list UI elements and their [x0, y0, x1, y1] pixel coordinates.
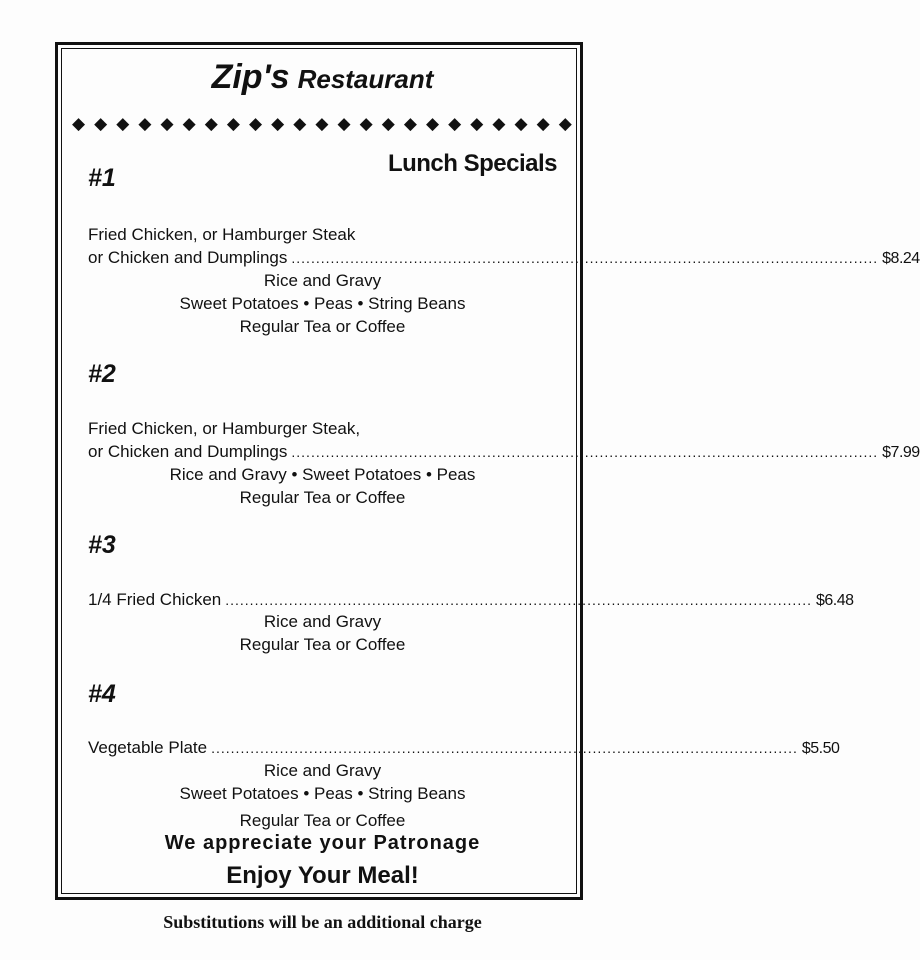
diamond-icon: ◆	[448, 114, 462, 133]
diamond-icon: ◆	[381, 114, 395, 133]
diamond-icon: ◆	[359, 114, 373, 133]
diamond-icon: ◆	[138, 114, 152, 133]
special-side: Sweet Potatoes • Peas • String Beans	[179, 294, 466, 313]
special-side: Regular Tea or Coffee	[239, 635, 406, 654]
special-number: #3	[88, 531, 116, 559]
dot-leader: ........................................................................................................................	[225, 592, 812, 608]
diamond-icon: ◆	[160, 114, 174, 133]
special-item-price-line	[88, 441, 920, 464]
special-price: $8.24	[882, 250, 920, 267]
diamond-icon: ◆	[249, 114, 263, 133]
diamond-icon: ◆	[558, 114, 572, 133]
diamond-icon: ◆	[293, 114, 307, 133]
diamond-icon: ◆	[182, 114, 196, 133]
special-side: Rice and Gravy • Sweet Potatoes • Peas	[169, 465, 476, 484]
special-item-price-line	[88, 589, 854, 612]
special-price: $7.99	[882, 444, 920, 461]
diamond-icon: ◆	[315, 114, 329, 133]
special-item-line: Vegetable Plate	[88, 738, 208, 757]
diamond-icon: ◆	[337, 114, 351, 133]
special-number: #2	[88, 360, 116, 388]
special-side: Rice and Gravy	[263, 612, 382, 631]
special-number: #1	[88, 164, 116, 192]
diamond-icon: ◆	[271, 114, 285, 133]
special-side: Regular Tea or Coffee	[239, 488, 406, 507]
special-item-line: or Chicken and Dumplings	[88, 442, 288, 461]
special-price: $6.48	[816, 592, 854, 609]
special-side: Sweet Potatoes • Peas • String Beans	[179, 784, 466, 803]
enjoy-message: Enjoy Your Meal!	[226, 862, 419, 889]
diamond-icon: ◆	[470, 114, 484, 133]
dot-leader: ........................................................................................................................	[291, 444, 879, 460]
diamond-icon: ◆	[226, 114, 240, 133]
special-side: Rice and Gravy	[263, 271, 382, 290]
special-item-line: Fried Chicken, or Hamburger Steak	[88, 225, 356, 244]
diamond-icon: ◆	[116, 114, 130, 133]
menu-subtitle: Lunch Specials	[387, 150, 557, 177]
title-main: Zip's	[211, 58, 290, 96]
diamond-icon: ◆	[536, 114, 550, 133]
special-item-price-line	[88, 247, 920, 270]
special-item-line: 1/4 Fried Chicken	[88, 590, 222, 609]
appreciation-message: We appreciate your Patronage	[164, 832, 481, 854]
diamond-icon: ◆	[426, 114, 440, 133]
special-side: Regular Tea or Coffee	[239, 317, 406, 336]
special-item-price-line	[88, 737, 840, 760]
special-side: Rice and Gravy	[263, 761, 382, 780]
diamond-icon: ◆	[492, 114, 506, 133]
special-number: #4	[88, 680, 116, 708]
diamond-icon: ◆	[403, 114, 417, 133]
diamond-icon: ◆	[204, 114, 218, 133]
dot-leader: ........................................................................................................................	[291, 250, 879, 266]
diamond-icon: ◆	[72, 114, 86, 133]
substitution-note: Substitutions will be an additional charge	[163, 912, 482, 932]
special-side: Regular Tea or Coffee	[239, 811, 406, 830]
special-item-line: or Chicken and Dumplings	[88, 248, 288, 267]
restaurant-title	[0, 58, 645, 97]
special-item-line: Fried Chicken, or Hamburger Steak,	[88, 419, 361, 438]
diamond-icon: ◆	[94, 114, 108, 133]
title-sub: Restaurant	[297, 64, 434, 94]
dot-leader: ........................................................................................................................	[211, 740, 798, 756]
diamond-icon: ◆	[514, 114, 528, 133]
special-price: $5.50	[801, 740, 840, 757]
diamond-divider	[72, 112, 572, 136]
